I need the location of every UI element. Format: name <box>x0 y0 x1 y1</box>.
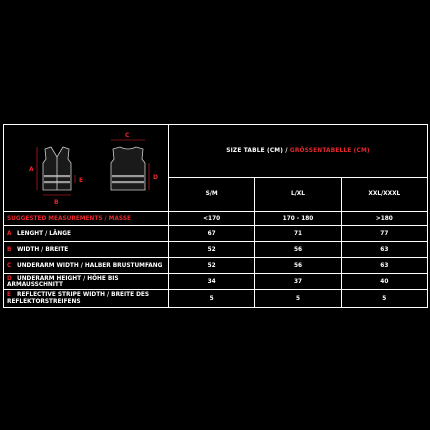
row-marker: E <box>7 291 11 298</box>
dim-label-c: C <box>125 132 130 139</box>
cell-value: 52 <box>169 258 255 274</box>
size-table-title <box>169 125 428 178</box>
suggested-value: >180 <box>341 212 427 226</box>
table-row-underarm-width <box>4 258 428 274</box>
title-english: SIZE TABLE (CM) <box>226 147 284 154</box>
row-marker: A <box>7 230 12 237</box>
cell-value: 5 <box>341 290 427 308</box>
dim-label-a: A <box>29 166 34 173</box>
cell-value: 5 <box>169 290 255 308</box>
cell-value: 56 <box>255 258 341 274</box>
size-header-sm: S/M <box>169 177 255 211</box>
row-label-text: UNDERARM WIDTH / HALBER BRUSTUMFANG <box>17 262 163 269</box>
row-marker: C <box>7 262 12 269</box>
table-row-underarm-height <box>4 274 428 290</box>
row-marker: B <box>7 246 12 253</box>
cell-value: 52 <box>169 242 255 258</box>
vest-diagram-cell <box>4 125 169 212</box>
cell-value: 63 <box>341 242 427 258</box>
row-label-underarm-width <box>4 258 169 274</box>
row-marker: D <box>7 275 12 282</box>
size-header-lxl: L/XL <box>255 177 341 211</box>
row-label-text: REFLECTIVE STRIPE WIDTH / BREITE DES REFLEKTORSTREIFENS <box>7 291 150 305</box>
suggested-value: 170 - 180 <box>255 212 341 226</box>
table-row-length <box>4 226 428 242</box>
dim-label-d: D <box>153 174 158 181</box>
row-label-underarm-height <box>4 274 169 290</box>
cell-value: 77 <box>341 226 427 242</box>
cell-value: 40 <box>341 274 427 290</box>
back-vest-icon <box>111 147 145 190</box>
cell-value: 37 <box>255 274 341 290</box>
table-row-width <box>4 242 428 258</box>
title-german: GRÖSSENTABELLE (CM) <box>289 147 370 154</box>
cell-value: 71 <box>255 226 341 242</box>
suggested-value: <170 <box>169 212 255 226</box>
row-label-text: LENGHT / LÄNGE <box>17 230 71 237</box>
row-label-reflective-stripe <box>4 290 169 308</box>
cell-value: 56 <box>255 242 341 258</box>
table-row-suggested <box>4 212 428 226</box>
size-header-xxl: XXL/XXXL <box>341 177 427 211</box>
suggested-label: SUGGESTED MEASUREMENTS / MASSE <box>4 212 169 226</box>
row-label-text: WIDTH / BREITE <box>17 246 69 253</box>
row-label-length <box>4 226 169 242</box>
row-label-text: UNDERARM HEIGHT / HÖHE BIS ARMAUSSCHNITT <box>7 275 119 288</box>
title-separator: / <box>283 147 290 154</box>
cell-value: 67 <box>169 226 255 242</box>
dim-label-e: E <box>79 177 84 184</box>
cell-value: 34 <box>169 274 255 290</box>
size-table <box>3 124 428 308</box>
cell-value: 5 <box>255 290 341 308</box>
vest-diagram <box>7 125 172 211</box>
row-label-width <box>4 242 169 258</box>
dim-label-b: B <box>54 199 59 206</box>
front-vest-icon <box>43 147 71 190</box>
table-row-reflective-stripe <box>4 290 428 308</box>
cell-value: 63 <box>341 258 427 274</box>
